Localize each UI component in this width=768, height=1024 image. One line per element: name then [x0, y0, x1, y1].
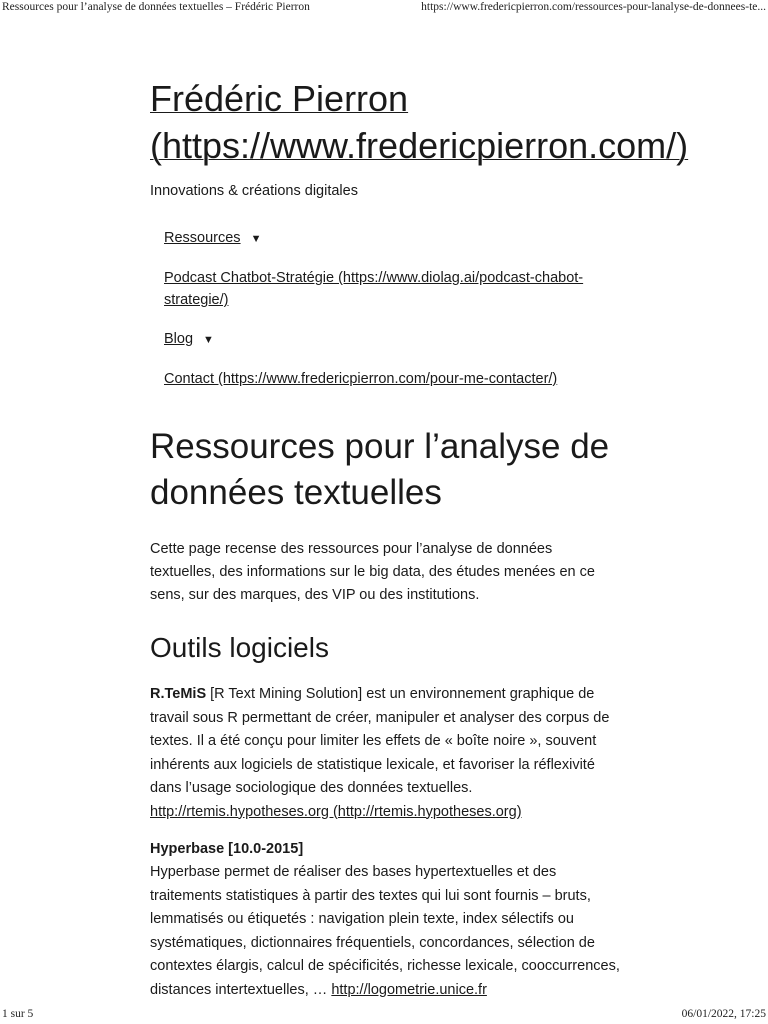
dropdown-arrow-icon[interactable]: ▼ — [203, 334, 214, 346]
hyperbase-heading: Hyperbase [10.0-2015] — [150, 841, 304, 857]
site-title-name: Frédéric Pierron — [150, 78, 409, 119]
site-title — [150, 75, 750, 169]
hyperbase-paragraph — [150, 861, 620, 1002]
page-counter: 1 sur 5 — [2, 1008, 34, 1020]
print-header-url: https://www.fredericpierron.com/ressources-pour-lanalyse-de-donnees-te... — [421, 1, 766, 13]
main-nav — [164, 227, 614, 390]
page-title: Ressources pour l’analyse de données textuelles — [150, 427, 610, 512]
hyperbase-description: Hyperbase permet de réaliser des bases hypertextuelles et des traitements statistiques à partir des textes qui lui sont fournis – bruts, lemmatisés ou étiquetés : navigation plein texte, index sélectifs ou systématiques, dictionnaires fréquentiels, concordances, sélection de contextes élargis, calcul de spécificités, richesse lexicale, cooccurrences, distances intertextuelles, … — [150, 864, 620, 998]
nav-item-podcast — [164, 267, 614, 311]
print-header-title: Ressources pour l’analyse de données textuelles – Frédéric Pierron — [2, 1, 310, 13]
print-datetime: 06/01/2022, 17:25 — [681, 1008, 766, 1020]
rtemis-description: [R Text Mining Solution] est un environnement graphique de travail sous R permettant de créer, manipuler et analyser des corpus de textes. Il a été conçu pour limiter les effets de « boîte noire », souvent inhérents aux logiciels de statistique lexicale, et favoriser la réflexivité dans l’usage sociologique des données textuelles. — [150, 686, 610, 796]
print-header — [0, 0, 768, 18]
nav-item-blog — [164, 328, 614, 351]
nav-link-podcast[interactable]: Podcast Chatbot-Stratégie (https://www.diolag.ai/podcast-chabot-strategie/) — [164, 270, 584, 308]
rtemis-name: R.TeMiS — [150, 686, 207, 702]
dropdown-arrow-icon[interactable]: ▼ — [250, 233, 262, 245]
nav-item-ressources — [164, 227, 614, 250]
nav-item-contact — [164, 368, 614, 390]
nav-link-ressources[interactable]: Ressources — [164, 230, 241, 246]
intro-paragraph: Cette page recense des ressources pour l’analyse de données textuelles, des informations sur le big data, des études menées en ce sens, sur des marques, des VIP ou des institutions. — [150, 541, 595, 603]
rtemis-link[interactable]: http://rtemis.hypotheses.org (http://rtemis.hypotheses.org) — [150, 803, 522, 820]
page-content — [150, 70, 689, 1002]
section-title: Outils logiciels — [150, 632, 329, 663]
print-footer — [0, 1006, 768, 1024]
hyperbase-link[interactable]: http://logometrie.unice.fr — [331, 981, 487, 998]
site-title-link[interactable] — [150, 78, 688, 166]
rtemis-paragraph — [150, 683, 620, 824]
nav-link-blog[interactable]: Blog — [164, 331, 194, 347]
site-title-url: (https://www.fredericpierron.com/) — [150, 125, 689, 166]
site-tagline: Innovations & créations digitales — [150, 183, 358, 199]
nav-link-contact[interactable]: Contact (https://www.fredericpierron.com/pour-me-contacter/) — [164, 371, 558, 387]
